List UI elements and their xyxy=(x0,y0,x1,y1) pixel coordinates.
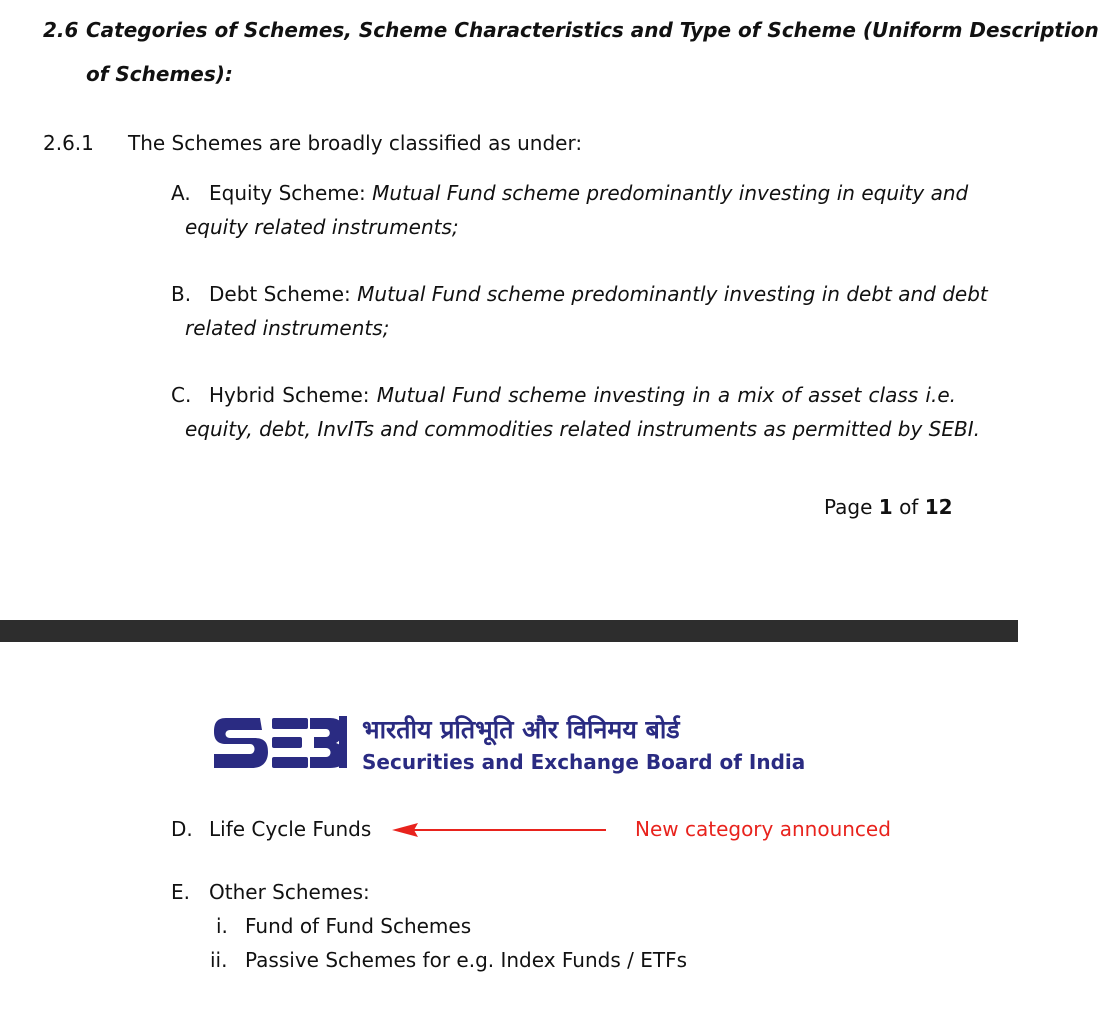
page-number-prefix: Page xyxy=(824,495,873,519)
sebi-english-name: Securities and Exchange Board of India xyxy=(362,750,806,774)
section-title-line-1: Categories of Schemes, Scheme Characteristics and Type of Scheme (Uniform Description xyxy=(86,18,1099,42)
section-title-line-2: of Schemes): xyxy=(86,62,233,86)
item-c-line-1 xyxy=(209,383,956,407)
item-b-desc-line-1: Mutual Fund scheme predominantly investing in debt and debt xyxy=(357,282,988,306)
page-number-current: 1 xyxy=(878,495,893,519)
subitem-ii-text: Passive Schemes for e.g. Index Funds / ETFs xyxy=(245,948,688,972)
item-d-letter: D. xyxy=(171,817,193,841)
page-number-of: of xyxy=(899,495,919,519)
subitem-i-number: i. xyxy=(216,914,228,938)
page-separator xyxy=(0,620,1018,642)
item-c-label: Hybrid Scheme: xyxy=(209,383,370,407)
red-arrow-icon xyxy=(392,820,608,840)
new-category-annotation: New category announced xyxy=(635,817,891,841)
item-a-desc-line-1: Mutual Fund scheme predominantly investing in equity and xyxy=(372,181,969,205)
item-e-letter: E. xyxy=(171,880,190,904)
subsection-text: The Schemes are broadly classified as under: xyxy=(128,131,583,155)
item-e-label: Other Schemes: xyxy=(209,880,370,904)
item-b-line-1 xyxy=(209,282,988,306)
item-a-label: Equity Scheme: xyxy=(209,181,366,205)
sebi-hindi-name: भारतीय प्रतिभूति और विनिमय बोर्ड xyxy=(362,715,680,744)
item-b-letter: B. xyxy=(171,282,192,306)
page-number-total: 12 xyxy=(924,495,953,519)
item-b-label: Debt Scheme: xyxy=(209,282,351,306)
sebi-logo-mark xyxy=(212,712,352,776)
item-a-letter: A. xyxy=(171,181,191,205)
section-number: 2.6 xyxy=(43,18,79,42)
subitem-ii-number: ii. xyxy=(210,948,228,972)
item-a-desc-line-2: equity related instruments; xyxy=(185,215,459,239)
page-number xyxy=(824,495,953,519)
subsection-number: 2.6.1 xyxy=(43,131,94,155)
item-d-label: Life Cycle Funds xyxy=(209,817,372,841)
subitem-i-text: Fund of Fund Schemes xyxy=(245,914,472,938)
item-c-letter: C. xyxy=(171,383,192,407)
item-b-desc-line-2: related instruments; xyxy=(185,316,390,340)
item-a-line-1 xyxy=(209,181,969,205)
item-c-desc-line-1: Mutual Fund scheme investing in a mix of asset class i.e. xyxy=(376,383,956,407)
item-c-desc-line-2: equity, debt, InvITs and commodities related instruments as permitted by SEBI. xyxy=(185,417,980,441)
document-page-2 xyxy=(0,642,1018,1011)
sebi-logo xyxy=(212,712,806,776)
